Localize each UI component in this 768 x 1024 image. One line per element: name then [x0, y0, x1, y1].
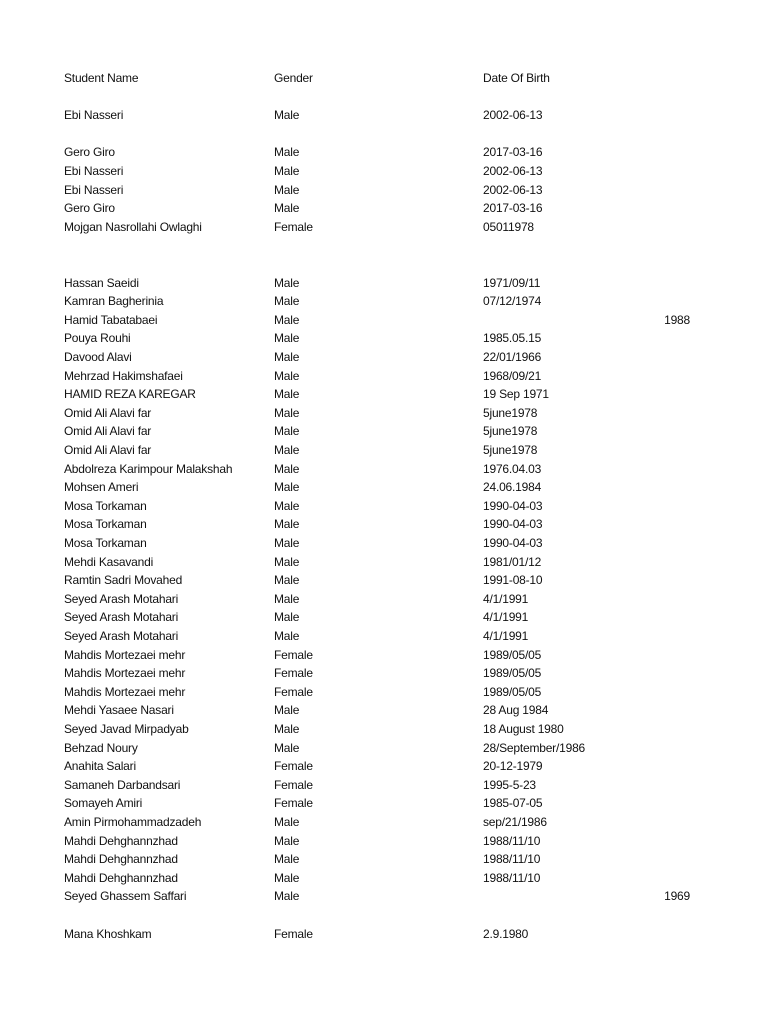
table-row [0, 646, 768, 664]
table-row [0, 478, 768, 496]
date-of-birth-cell: 1995-5-23 [483, 777, 536, 792]
date-of-birth-cell: 05011978 [483, 219, 534, 234]
student-name-cell: Omid Ali Alavi far [64, 405, 152, 420]
table-row [0, 143, 768, 161]
gender-cell: Male [274, 443, 300, 457]
date-of-birth-cell: 1988/11/10 [483, 870, 541, 885]
date-of-birth-cell: 1971/09/11 [483, 275, 541, 290]
gender-cell: Female [274, 219, 313, 234]
date-of-birth-cell: 1989/05/05 [483, 684, 542, 699]
student-name-cell: Behzad Noury [64, 740, 138, 755]
gender-cell: Male [274, 629, 300, 643]
student-name-cell: Samaneh Darbandsari [64, 777, 181, 792]
table-row [0, 850, 768, 868]
date-of-birth-cell: 1989/05/05 [483, 666, 542, 681]
student-name-cell: Amin Pirmohammadzadeh [64, 815, 202, 829]
table-row [0, 608, 768, 626]
gender-cell: Male [274, 889, 300, 904]
date-of-birth-cell: 28 Aug 1984 [483, 703, 549, 718]
gender-cell: Male [274, 740, 300, 755]
student-name-cell: Mohsen Ameri [64, 480, 139, 495]
student-name-cell: Ebi Nasseri [64, 108, 124, 123]
student-name-cell: Mosa Torkaman [64, 517, 147, 532]
date-of-birth-cell: 4/1/1991 [483, 629, 529, 643]
gender-cell: Male [274, 480, 300, 495]
gender-cell: Male [274, 350, 300, 364]
table-row [0, 571, 768, 589]
student-name-cell: Mehdi Kasavandi [64, 554, 154, 569]
table-row [0, 739, 768, 757]
column-header-student-name: Student Name [64, 71, 139, 85]
table-row [0, 701, 768, 719]
table-row [0, 683, 768, 701]
student-name-cell: HAMID REZA KAREGAR [64, 387, 196, 402]
student-name-cell: Ramtin Sadri Movahed [64, 573, 183, 588]
date-of-birth-cell: 07/12/1974 [483, 294, 542, 309]
table-row [0, 274, 768, 292]
date-of-birth-cell: 24.06.1984 [483, 480, 542, 495]
student-name-cell: Seyed Ghassem Saffari [64, 889, 187, 904]
gender-cell: Male [274, 312, 300, 327]
table-row [0, 348, 768, 366]
gender-cell: Female [274, 796, 313, 811]
table-row [0, 553, 768, 571]
table-row [0, 832, 768, 850]
student-name-cell: Gero Giro [64, 145, 115, 160]
table-row [0, 329, 768, 347]
student-name-cell: Mehrzad Hakimshafaei [64, 368, 183, 383]
gender-cell: Male [274, 498, 300, 513]
table-row [0, 162, 768, 180]
date-of-birth-cell: 1988/11/10 [483, 852, 541, 867]
gender-cell: Male [274, 852, 300, 867]
table-row [0, 497, 768, 515]
gender-cell: Male [274, 108, 300, 123]
date-of-birth-cell: 18 August 1980 [483, 722, 564, 736]
student-name-cell: Mojgan Nasrollahi Owlaghi [64, 219, 202, 234]
gender-cell: Female [274, 759, 313, 774]
date-of-birth-cell: 2017-03-16 [483, 201, 543, 216]
table-row [0, 590, 768, 608]
table-row [0, 534, 768, 552]
gender-cell: Male [274, 275, 300, 290]
student-name-cell: Somayeh Amiri [64, 796, 143, 811]
student-name-cell: Mosa Torkaman [64, 536, 147, 550]
table-row [0, 404, 768, 422]
student-name-cell: Mahdi Dehghannzhad [64, 833, 178, 848]
student-name-cell: Hassan Saeidi [64, 275, 139, 290]
student-name-cell: Mahdi Dehghannzhad [64, 870, 178, 885]
student-name-cell: Omid Ali Alavi far [64, 443, 152, 457]
table-row [0, 367, 768, 385]
date-of-birth-cell: 22/01/1966 [483, 350, 542, 364]
table-row [0, 813, 768, 831]
gender-cell: Male [274, 368, 300, 383]
extra-value-cell: 1988 [664, 312, 690, 327]
student-name-cell: Hamid Tabatabaei [64, 312, 158, 327]
student-name-cell: Mahdi Dehghannzhad [64, 852, 178, 867]
gender-cell: Male [274, 833, 300, 848]
gender-cell: Female [274, 926, 313, 941]
date-of-birth-cell: 5june1978 [483, 405, 538, 420]
table-row [0, 627, 768, 645]
date-of-birth-cell: 1988/11/10 [483, 833, 541, 848]
date-of-birth-cell: 2002-06-13 [483, 108, 543, 123]
table-row [0, 869, 768, 887]
date-of-birth-cell: 20-12-1979 [483, 759, 543, 774]
table-row [0, 218, 768, 236]
student-name-cell: Mahdis Mortezaei mehr [64, 666, 186, 681]
gender-cell: Female [274, 684, 313, 699]
date-of-birth-cell: 5june1978 [483, 443, 538, 457]
student-name-cell: Abdolreza Karimpour Malakshah [64, 461, 233, 476]
date-of-birth-cell: 1990-04-03 [483, 536, 543, 550]
student-name-cell: Pouya Rouhi [64, 331, 131, 346]
gender-cell: Male [274, 461, 300, 476]
date-of-birth-cell: 19 Sep 1971 [483, 387, 549, 402]
student-name-cell: Seyed Arash Motahari [64, 610, 179, 625]
table-row [0, 720, 768, 738]
gender-cell: Female [274, 777, 313, 792]
table-row [0, 311, 768, 329]
gender-cell: Male [274, 815, 300, 829]
date-of-birth-cell: 1985.05.15 [483, 331, 542, 346]
table-row [0, 385, 768, 403]
table-row [0, 292, 768, 310]
student-name-cell: Davood Alavi [64, 350, 132, 364]
date-of-birth-cell: 1990-04-03 [483, 517, 543, 532]
date-of-birth-cell: 2017-03-16 [483, 145, 543, 160]
student-name-cell: Seyed Arash Motahari [64, 591, 179, 606]
column-header-date-of-birth: Date Of Birth [483, 71, 550, 85]
table-row [0, 441, 768, 459]
gender-cell: Male [274, 573, 300, 588]
student-name-cell: Seyed Arash Motahari [64, 629, 179, 643]
date-of-birth-cell: 2002-06-13 [483, 164, 543, 178]
gender-cell: Male [274, 164, 300, 178]
gender-cell: Female [274, 647, 313, 662]
table-row [0, 925, 768, 943]
student-name-cell: Mosa Torkaman [64, 498, 147, 513]
student-name-cell: Anahita Salari [64, 759, 136, 774]
date-of-birth-cell: 4/1/1991 [483, 591, 529, 606]
gender-cell: Male [274, 405, 300, 420]
student-name-cell: Mana Khoshkam [64, 926, 152, 941]
student-name-cell: Gero Giro [64, 201, 115, 216]
table-row [0, 887, 768, 905]
date-of-birth-cell: 5june1978 [483, 424, 538, 439]
table-row [0, 794, 768, 812]
gender-cell: Male [274, 517, 300, 532]
student-name-cell: Seyed Javad Mirpadyab [64, 722, 189, 736]
gender-cell: Male [274, 387, 300, 402]
gender-cell: Male [274, 294, 300, 309]
date-of-birth-cell: 1989/05/05 [483, 647, 542, 662]
table-row [0, 515, 768, 533]
extra-value-cell: 1969 [664, 889, 690, 904]
gender-cell: Male [274, 722, 300, 736]
date-of-birth-cell: 1991-08-10 [483, 573, 543, 588]
date-of-birth-cell: 28/September/1986 [483, 740, 586, 755]
student-name-cell: Omid Ali Alavi far [64, 424, 152, 439]
date-of-birth-cell: 2002-06-13 [483, 182, 543, 197]
gender-cell: Male [274, 182, 300, 197]
date-of-birth-cell: sep/21/1986 [483, 815, 547, 829]
table-row [0, 757, 768, 775]
student-name-cell: Kamran Bagherinia [64, 294, 164, 309]
table-row [0, 199, 768, 217]
date-of-birth-cell: 4/1/1991 [483, 610, 529, 625]
date-of-birth-cell: 1985-07-05 [483, 796, 543, 811]
student-name-cell: Mehdi Yasaee Nasari [64, 703, 174, 718]
date-of-birth-cell: 1968/09/21 [483, 368, 542, 383]
date-of-birth-cell: 1990-04-03 [483, 498, 543, 513]
table-row [0, 460, 768, 478]
gender-cell: Female [274, 666, 313, 681]
student-name-cell: Ebi Nasseri [64, 164, 124, 178]
student-name-cell: Mahdis Mortezaei mehr [64, 684, 186, 699]
table-row [0, 664, 768, 682]
gender-cell: Male [274, 424, 300, 439]
gender-cell: Male [274, 870, 300, 885]
table-row [0, 422, 768, 440]
gender-cell: Male [274, 703, 300, 718]
student-name-cell: Mahdis Mortezaei mehr [64, 647, 186, 662]
column-header-gender: Gender [274, 71, 313, 85]
table-row [0, 776, 768, 794]
date-of-birth-cell: 1981/01/12 [483, 554, 542, 569]
gender-cell: Male [274, 591, 300, 606]
gender-cell: Male [274, 145, 300, 160]
gender-cell: Male [274, 201, 300, 216]
table-row [0, 106, 768, 124]
gender-cell: Male [274, 536, 300, 550]
student-name-cell: Ebi Nasseri [64, 182, 124, 197]
gender-cell: Male [274, 331, 300, 346]
date-of-birth-cell: 1976.04.03 [483, 461, 542, 476]
gender-cell: Male [274, 610, 300, 625]
gender-cell: Male [274, 554, 300, 569]
date-of-birth-cell: 2.9.1980 [483, 926, 529, 941]
header-row [0, 69, 768, 87]
table-row [0, 181, 768, 199]
